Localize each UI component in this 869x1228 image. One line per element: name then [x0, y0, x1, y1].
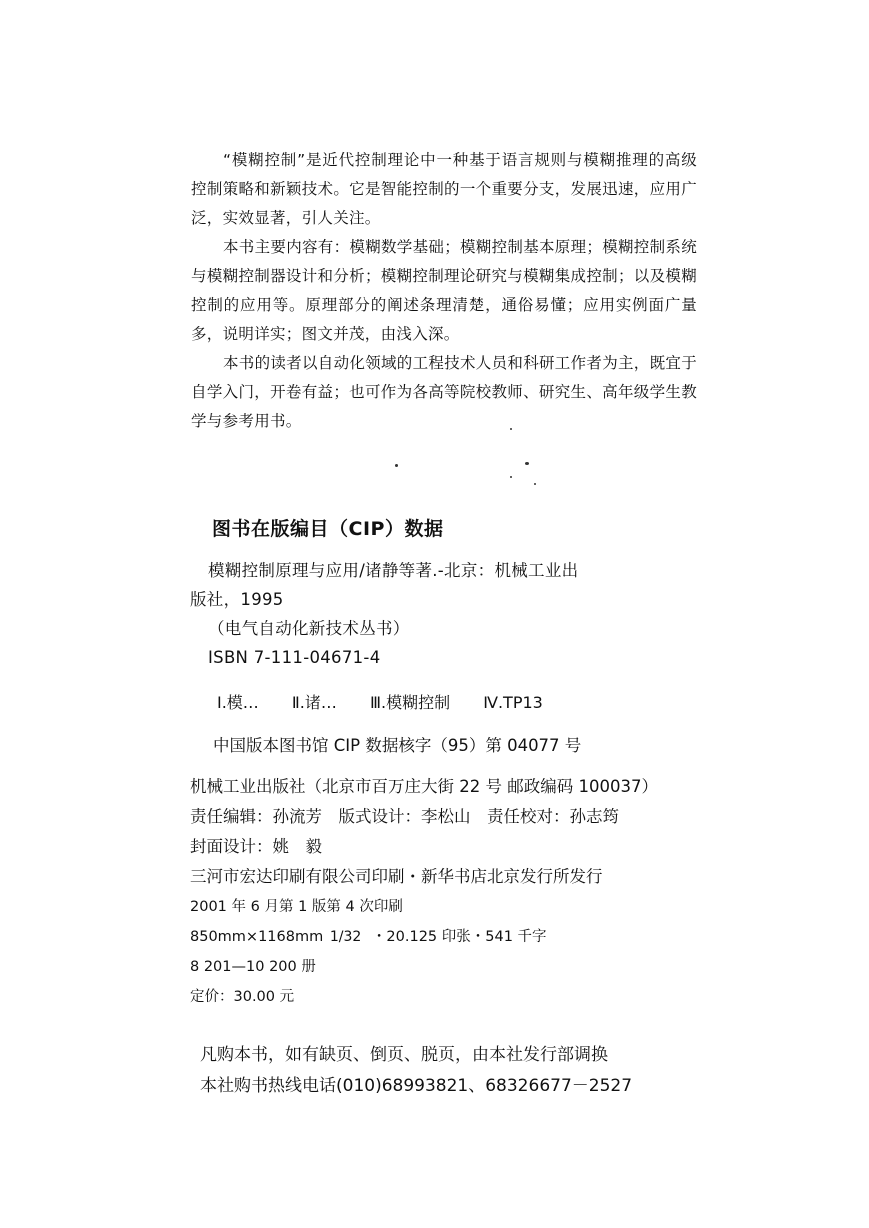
editors-line: 责任编辑：孙流芳 版式设计：李松山 责任校对：孙志筠	[190, 807, 619, 826]
cip-record-number: 中国版本图书馆 CIP 数据核字（95）第 04077 号	[213, 736, 582, 755]
format-line	[190, 922, 730, 952]
scan-speck	[510, 476, 512, 478]
scan-speck	[534, 483, 536, 485]
format-size: 850mm×1168mm	[190, 929, 324, 945]
cip-class-item: Ⅳ.TP13	[483, 693, 543, 712]
scan-speck	[510, 428, 512, 430]
intro-paragraph-3: 本书的读者以自动化领域的工程技术人员和科研工作者为主，既宜于自学入门，开卷有益；也可作为各高等院校教师、研究生、高年级学生教学与参考用书。	[191, 354, 698, 430]
notice-line-2: 本社购书热线电话(010)68993821、68326677－2527	[200, 1076, 633, 1096]
cip-entry-line: 模糊控制原理与应用/诸静等著.-北京：机械工业出	[208, 561, 579, 580]
cip-entry	[190, 556, 690, 672]
cip-class-item: Ⅲ.模糊控制	[369, 693, 451, 712]
cip-entry-line: 版社，1995	[190, 590, 284, 609]
print-run-line: 8 201—10 200 册	[190, 959, 316, 975]
notice-line-1: 凡购本书，如有缺页、倒页、脱页，由本社发行部调换	[200, 1045, 608, 1065]
cip-title: 图书在版编目（CIP）数据	[212, 518, 444, 540]
price-line: 定价：30.00 元	[190, 989, 295, 1005]
publisher-line: 机械工业出版社（北京市百万庄大街 22 号 邮政编码 100037）	[190, 777, 658, 796]
scan-speck	[525, 462, 529, 465]
intro-paragraph-2: 本书主要内容有：模糊数学基础；模糊控制基本原理；模糊控制系统与模糊控制器设计和分析；模糊控制理论研究与模糊集成控制；以及模糊控制的应用等。原理部分的阐述条理清楚，通俗易懂；应用实例面广量多，说明详实；图文并茂，由浅入深。	[191, 238, 698, 343]
publication-info	[190, 772, 730, 1012]
format-details: ・20.125 印张・541 千字	[371, 929, 547, 945]
cip-class-item: Ⅱ.诸…	[291, 693, 337, 712]
intro-paragraph-1: “模糊控制”是近代控制理论中一种基于语言规则与模糊推理的高级控制策略和新颖技术。它是智能控制的一个重要分支，发展迅速，应用广泛，实效显著，引人关注。	[191, 151, 697, 227]
edition-line: 2001 年 6 月第 1 版第 4 次印刷	[190, 899, 403, 915]
cover-design-line: 封面设计：姚 毅	[190, 837, 322, 856]
scan-speck	[395, 464, 398, 467]
cip-classification	[217, 690, 569, 713]
cip-series: （电气自动化新技术丛书）	[208, 619, 410, 638]
intro-section	[191, 146, 697, 436]
cip-isbn: ISBN 7-111-04671-4	[208, 648, 381, 667]
format-fraction: 1/32	[329, 929, 362, 945]
purchase-notice	[200, 1040, 632, 1102]
cip-class-item: Ⅰ.模…	[217, 693, 259, 712]
printer-line: 三河市宏达印刷有限公司印刷・新华书店北京发行所发行	[190, 867, 603, 886]
